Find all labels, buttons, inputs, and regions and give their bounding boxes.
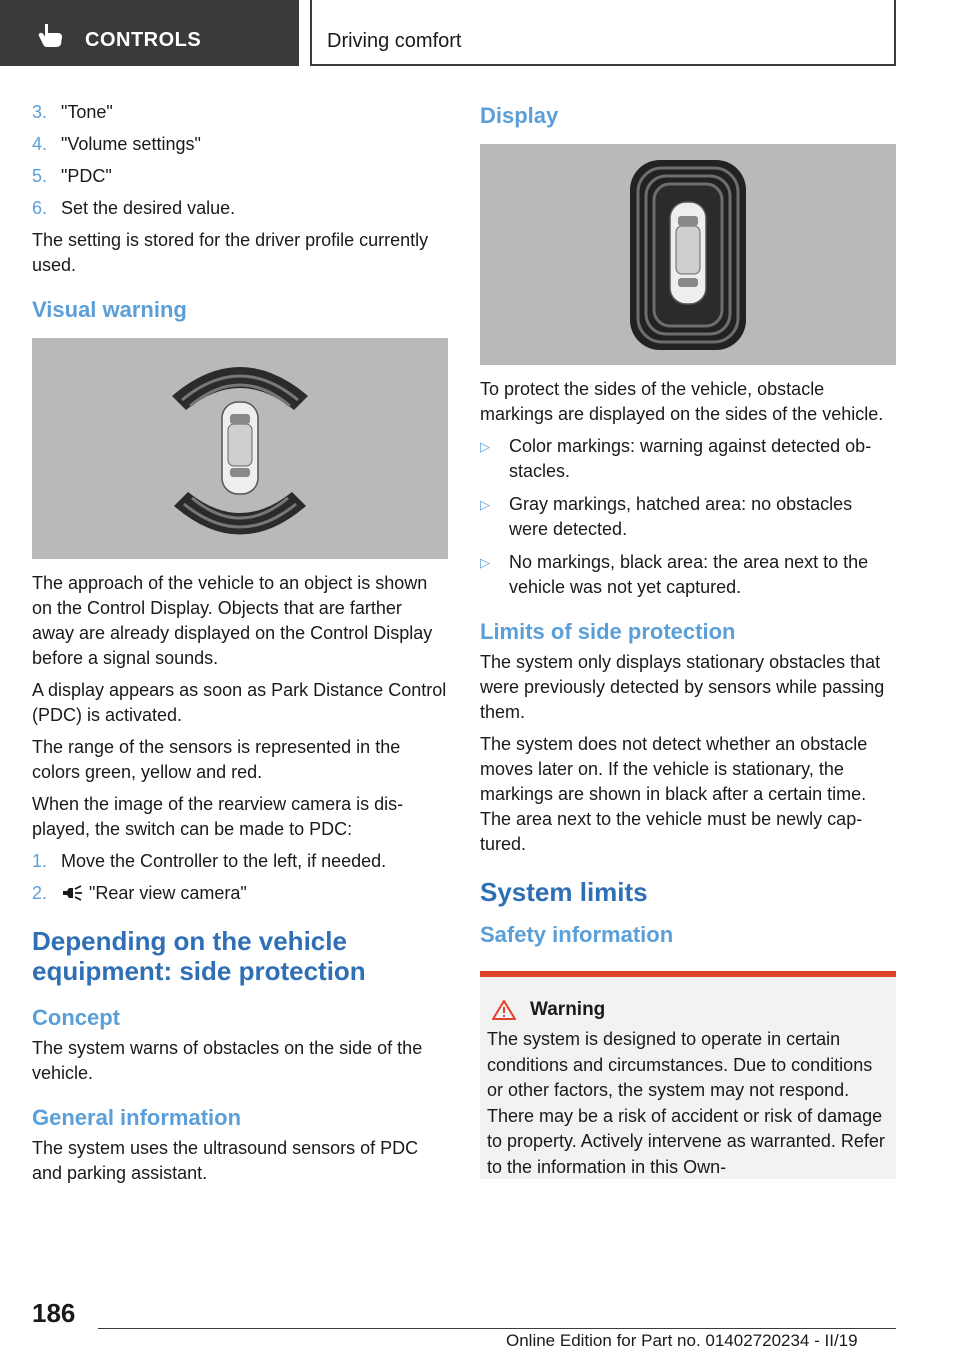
display-para: To protect the sides of the vehicle, obstacle markings are displayed on the sides of the vehicle. (480, 379, 884, 424)
concept-heading: Concept (32, 1005, 120, 1030)
stored-text: The setting is stored for the driver profile currently used. (32, 230, 429, 275)
hand-pointer-icon (36, 22, 66, 48)
para-rearview: When the image of the rearview camera is displayed, the switch can be made to PDC: (32, 794, 404, 839)
list-item: 5. "PDC" (32, 166, 112, 186)
para-range: The range of the sensors is represented in the colors green, yellow and red. (32, 737, 401, 782)
warning-header (487, 999, 888, 1021)
para-approach: The approach of the vehicle to an object is shown on the Control Display. Objects that are farther away are already displayed on the Control Display before a signal sounds. (32, 573, 433, 668)
side-protection-heading: Depending on the vehicle equipment: side protection (32, 926, 366, 986)
safety-info-heading: Safety information (480, 922, 674, 947)
visual-warning-heading: Visual warning (32, 297, 187, 322)
steps-top-list (32, 100, 448, 221)
warning-triangle-icon (492, 1000, 516, 1020)
page-number: 186 (32, 1298, 76, 1328)
concept-text: The system warns of obstacles on the side of the vehicle. (32, 1038, 423, 1083)
list-item: 4. "Volume settings" (32, 134, 201, 154)
limits-para-2: The system does not detect whether an obstacle moves later on. If the vehicle is stationary, the markings are shown in black after a certain time. The area next to the vehicle must be newly captured. (480, 734, 868, 854)
footer-edition: Online Edition for Part no. 01402720234 - II/19 (506, 1331, 858, 1350)
pdc-visual-warning-image (32, 338, 448, 559)
warning-text: The system is designed to operate in certain conditions and circumstances. Due to conditions or other factors, the system may not respond. There may be a risk of accident or risk of damage to property. Actively intervene as warranted. Refer to the information in this Own- (487, 1029, 885, 1177)
warning-box (480, 971, 896, 1179)
general-info-text: The system uses the ultrasound sensors of PDC and parking assistant. (32, 1138, 419, 1183)
limits-heading: Limits of side protection (480, 619, 736, 644)
chapter-label: Driving comfort (327, 30, 462, 52)
list-item: 3. "Tone" (32, 102, 113, 122)
list-item: ▷ No markings, black area: the area next to the vehicle was not yet captured. (480, 552, 869, 597)
general-info-heading: General information (32, 1105, 242, 1130)
markings-list (480, 434, 896, 600)
list-item: 1. Move the Controller to the left, if needed. (32, 851, 387, 871)
chapter-tab[interactable] (310, 0, 896, 66)
page-header (0, 0, 960, 66)
list-item: ▷ Gray markings, hatched area: no obstacles were detected. (480, 494, 853, 539)
system-limits-heading: System limits (480, 877, 648, 907)
footer-divider (98, 1328, 896, 1329)
warning-title: Warning (530, 999, 606, 1020)
list-item: 6. Set the desired value. (32, 198, 236, 218)
list-item: 2. "Rear view camera" (32, 883, 247, 903)
limits-para-1: The system only displays stationary obstacles that were previously detected by sensors while passing them. (480, 652, 885, 722)
side-protection-display-image (480, 144, 896, 365)
display-heading: Display (480, 103, 559, 128)
para-display-appears: A display appears as soon as Park Distance Control (PDC) is activated. (32, 680, 447, 725)
right-column (480, 100, 896, 1179)
rear-camera-icon (61, 885, 83, 901)
section-tab[interactable] (0, 0, 299, 66)
section-label: CONTROLS (85, 29, 202, 51)
steps-bottom-list (32, 849, 448, 906)
list-item: ▷ Color markings: warning against detected obstacles. (480, 436, 872, 481)
left-column (32, 100, 448, 1193)
